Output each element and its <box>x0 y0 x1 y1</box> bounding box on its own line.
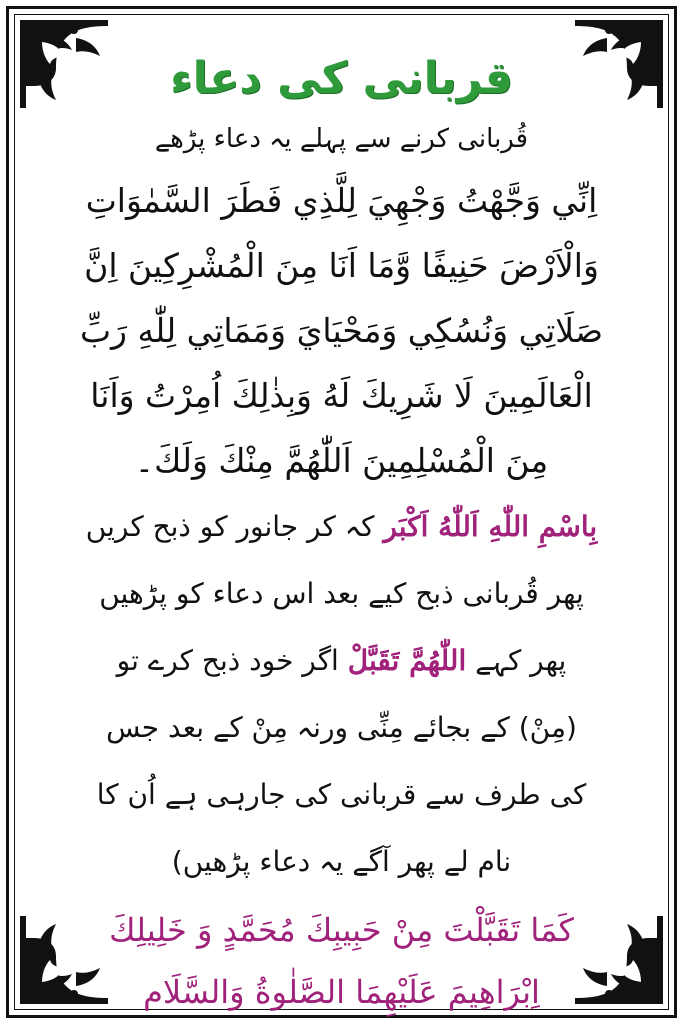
instruction-line: کی طرف سے قربانی کی جارہی ہے اُن کا <box>96 778 587 811</box>
closing-dua <box>40 899 643 1023</box>
dua-text <box>40 168 643 493</box>
instruction-line: نام لے پھر آگے یہ دعاء پڑھیں) <box>171 845 512 878</box>
intro-text: قُربانی کرنے سے پہلے یہ دعاء پڑھے <box>154 124 529 154</box>
closing-line: كَمَا تَقَبَّلْتَ مِنْ حَبِيبِكَ مُحَمَّدٍ وَ خَلِيلِكَ <box>109 911 574 949</box>
page-title: قربانی کی دعاء <box>170 53 513 104</box>
bismillah-accent: بِاسْمِ اللّٰهِ اَللّٰهُ اَكْبَر <box>383 510 598 543</box>
instruction-text: اگر خود ذبح کرے تو <box>116 644 339 677</box>
content-area <box>40 44 643 1011</box>
instruction-text: کہ کر جانور کو ذبح کریں <box>85 510 375 543</box>
instruction-line: پھر قُربانی ذبح کیے بعد اس دعاء کو پڑھیں <box>99 577 584 610</box>
dua-line: الْعَالَمِينَ لَا شَرِيكَ لَهُ وَبِذٰلِكَ اُمِرْتُ وَاَنَا <box>90 376 593 415</box>
dua-line: اِنِّي وَجَّهْتُ وَجْهِيَ لِلَّذِي فَطَرَ السَّمٰوَاتِ <box>85 181 598 220</box>
closing-line: اِبْرَاهِيمَ عَلَيْهِمَا الصَّلٰوةُ وَالسَّلَام <box>143 973 540 1011</box>
dua-line: صَلَاتِي وَنُسُكِي وَمَحْيَايَ وَمَمَاتِي لِلّٰهِ رَبِّ <box>79 311 603 350</box>
instruction-text: پھر کہے <box>475 644 567 677</box>
instruction-line: (مِنْ) کے بجائے مِنِّی ورنہ مِنْ کے بعد جس <box>106 711 577 744</box>
dua-line: مِنَ الْمُسْلِمِينَ اَللّٰهُمَّ مِنْكَ وَلَكَ۔ <box>134 441 549 480</box>
instruction-line <box>40 627 643 694</box>
taqabbal-accent: اللّٰهُمَّ تَقَبَّلْ <box>347 644 467 677</box>
dua-line: وَالْاَرْضَ حَنِيفًا وَّمَا اَنَا مِنَ الْمُشْرِكِينَ اِنَّ <box>84 246 599 285</box>
instructions <box>40 493 643 895</box>
instruction-line <box>40 493 643 560</box>
